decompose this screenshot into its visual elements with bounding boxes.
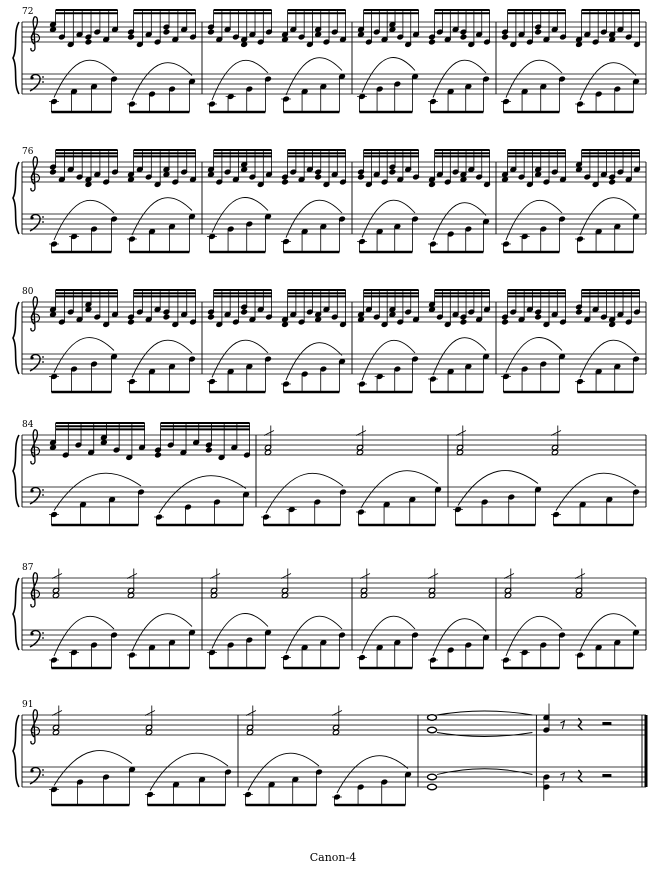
slur [433, 203, 486, 240]
bass-arpeggio [49, 616, 118, 668]
half-note [127, 569, 137, 599]
notehead [281, 179, 288, 185]
half-note [246, 706, 256, 736]
half-rest [602, 722, 611, 725]
measure-number: 72 [22, 7, 34, 17]
notehead [207, 314, 214, 320]
slur [337, 756, 408, 793]
notehead [501, 34, 508, 40]
notehead [207, 29, 214, 35]
bass-arpeggio [49, 751, 136, 805]
bass-clef-icon [30, 355, 44, 371]
bass-arpeggio [127, 63, 196, 112]
slur [433, 619, 486, 656]
bass-arpeggio [428, 338, 490, 392]
bass-arpeggio [501, 60, 566, 112]
notehead [85, 39, 92, 45]
bass-arpeggio [127, 340, 196, 392]
notehead [127, 319, 134, 325]
slur [132, 198, 192, 235]
bass-arpeggio [428, 203, 490, 252]
page-footer: Canon-4 [309, 851, 357, 864]
system [13, 700, 646, 805]
slur [506, 338, 562, 373]
bass-arpeggio [332, 756, 412, 805]
bass-arpeggio [501, 200, 566, 252]
notehead [127, 34, 134, 40]
half-note [575, 569, 585, 599]
notehead [49, 169, 56, 175]
bass-arpeggio [357, 340, 419, 392]
bass-arpeggio [49, 60, 118, 112]
brace [13, 162, 19, 234]
measure-number: 76 [22, 147, 34, 157]
notehead [163, 314, 170, 320]
slur [132, 63, 192, 100]
notehead [460, 34, 467, 40]
whole-note [428, 727, 437, 733]
bass-arpeggio [501, 338, 566, 392]
slur [580, 198, 636, 235]
notehead [535, 29, 542, 35]
notehead [389, 169, 396, 175]
measure-number: 80 [22, 287, 34, 297]
bass-clef-icon [30, 631, 44, 647]
bass-staff [22, 487, 646, 507]
notehead [460, 319, 467, 325]
whole-note [428, 774, 437, 780]
system [13, 287, 646, 392]
system [13, 563, 646, 668]
half-rest [602, 774, 611, 777]
brace [13, 22, 19, 94]
half-note [145, 706, 155, 736]
slur [132, 614, 192, 651]
bass-arpeggio [575, 340, 640, 392]
slur [54, 751, 132, 786]
bass-arpeggio [575, 63, 640, 112]
slur [361, 471, 438, 508]
system [13, 420, 646, 525]
system [13, 7, 646, 112]
slur [286, 58, 342, 95]
slur [54, 338, 114, 373]
half-note [281, 569, 291, 599]
notehead [575, 309, 582, 315]
notehead [609, 179, 616, 185]
bass-arpeggio [207, 60, 272, 112]
slur [159, 476, 246, 513]
bass-arpeggio [575, 198, 640, 252]
bass-arpeggio [154, 476, 250, 525]
notehead [315, 174, 322, 180]
slur [286, 343, 342, 380]
bass-arpeggio [261, 473, 347, 525]
half-note [264, 426, 274, 456]
bass-arpeggio [357, 616, 419, 668]
notehead [501, 319, 508, 325]
bass-arpeggio [453, 471, 542, 525]
notehead [535, 314, 542, 320]
slur [212, 614, 268, 649]
notehead [154, 452, 161, 458]
whole-note-chord [428, 704, 612, 802]
bass-arpeggio [49, 200, 118, 252]
notehead [428, 39, 435, 45]
measure-number: 84 [22, 420, 34, 430]
slur [458, 471, 538, 506]
half-note [456, 426, 466, 456]
bass-arpeggio [281, 58, 346, 112]
bass-arpeggio [145, 753, 232, 805]
bass-arpeggio [428, 619, 490, 668]
half-note [52, 706, 62, 736]
tie [437, 733, 532, 737]
whole-note [428, 784, 437, 790]
bass-arpeggio [207, 614, 272, 668]
half-note [428, 569, 438, 599]
bass-staff [22, 767, 646, 787]
half-note [356, 426, 366, 456]
notehead [357, 174, 364, 180]
slur [212, 198, 268, 233]
brace [13, 578, 19, 650]
slur [362, 58, 415, 93]
half-note [360, 569, 370, 599]
bass-arpeggio [357, 200, 419, 252]
whole-note [428, 715, 437, 721]
bass-arpeggio [49, 473, 145, 525]
slur [580, 614, 636, 651]
notehead [163, 29, 170, 35]
bass-arpeggio [127, 614, 196, 668]
bass-arpeggio [575, 614, 640, 668]
bass-arpeggio [207, 340, 272, 392]
slur [433, 338, 486, 375]
bass-arpeggio [207, 198, 272, 252]
tie [437, 711, 532, 715]
brace [13, 435, 19, 507]
bass-arpeggio [127, 198, 196, 252]
bass-arpeggio [551, 473, 640, 525]
notehead [241, 309, 248, 315]
bass-arpeggio [428, 60, 490, 112]
bass-arpeggio [501, 616, 566, 668]
bass-arpeggio [243, 753, 323, 805]
bass-clef-icon [30, 215, 44, 231]
bass-clef-icon [30, 488, 44, 504]
brace [13, 302, 19, 374]
brace [13, 715, 19, 787]
slur [580, 63, 636, 100]
notehead [205, 447, 212, 453]
bass-arpeggio [357, 58, 419, 112]
half-note [551, 426, 561, 456]
treble-staff [22, 578, 646, 598]
bass-clef-icon [30, 75, 44, 91]
half-note [504, 569, 514, 599]
half-note [210, 569, 220, 599]
system [13, 147, 646, 252]
bass-arpeggio [281, 200, 346, 252]
bass-arpeggio [281, 616, 346, 668]
bass-arpeggio [281, 343, 346, 392]
measure-number: 87 [22, 563, 34, 573]
half-note [332, 706, 342, 736]
bass-arpeggio [49, 338, 118, 392]
measure-number: 91 [22, 700, 34, 710]
half-note [52, 569, 62, 599]
bass-clef-icon [30, 768, 44, 784]
bass-arpeggio [356, 471, 442, 525]
